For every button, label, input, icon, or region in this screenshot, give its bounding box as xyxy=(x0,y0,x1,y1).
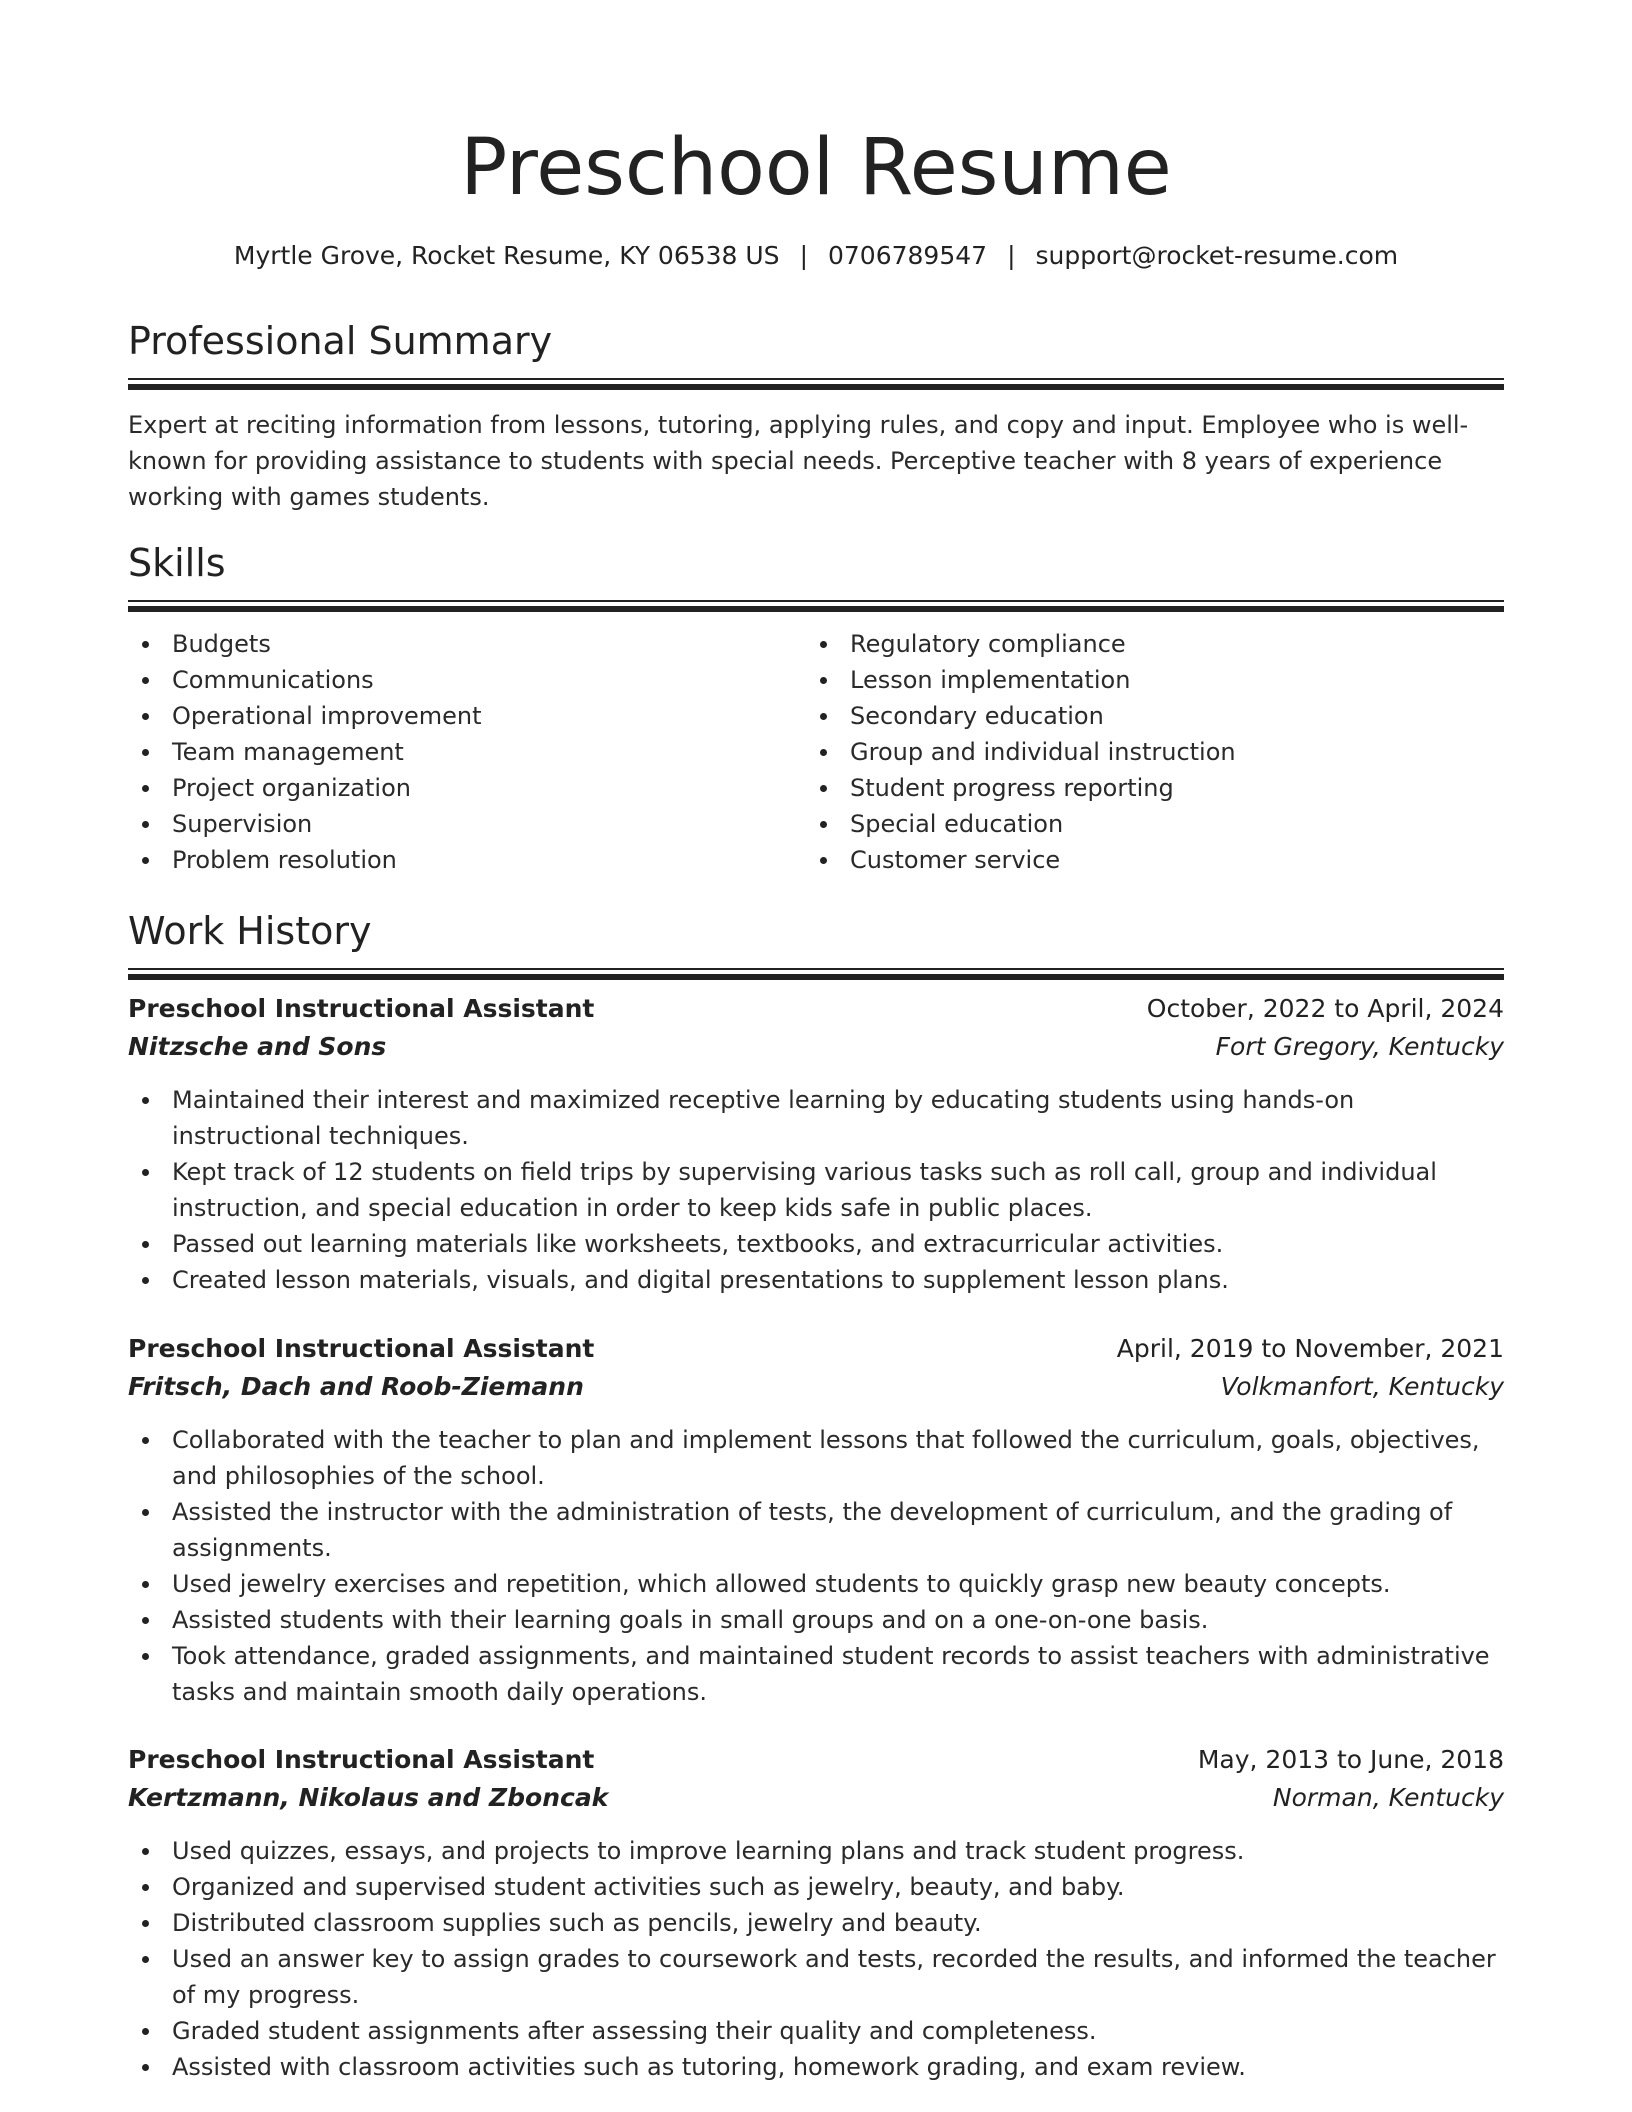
contact-separator: | xyxy=(1007,241,1016,270)
job-company: Fritsch, Dach and Roob-Ziemann xyxy=(128,1372,584,1401)
contact-line xyxy=(128,238,1504,274)
skill-item: Problem resolution xyxy=(172,842,806,878)
summary-heading: Professional Summary xyxy=(128,319,553,363)
job-bullet: Passed out learning materials like worksheets, textbooks, and extracurricular activities. xyxy=(172,1226,1504,1262)
job-bullet: Graded student assignments after assessing their quality and completeness. xyxy=(172,2013,1504,2049)
job-company: Kertzmann, Nikolaus and Zboncak xyxy=(128,1783,609,1812)
contact-address: Myrtle Grove, Rocket Resume, KY 06538 US xyxy=(233,241,780,270)
skills-columns xyxy=(128,626,1504,878)
skill-item: Group and individual instruction xyxy=(850,734,1484,770)
job-dates: October, 2022 to April, 2024 xyxy=(1146,994,1504,1023)
job-entry xyxy=(128,1330,1504,1710)
job-header-row xyxy=(128,1330,1504,1368)
job-location: Norman, Kentucky xyxy=(1272,1783,1504,1812)
job-bullet-list xyxy=(128,1082,1504,1298)
job-company: Nitzsche and Sons xyxy=(128,1032,387,1061)
summary-text: Expert at reciting information from lessons, tutoring, applying rules, and copy and input. Employee who is well-known for providing assistance to students with special needs. Perceptive teacher with 8 years of experience working with games students. xyxy=(128,411,1469,511)
resume-title: Preschool Resume xyxy=(460,123,1172,213)
section-divider xyxy=(128,378,1504,390)
job-location: Fort Gregory, Kentucky xyxy=(1215,1032,1504,1061)
job-bullet: Assisted students with their learning goals in small groups and on a one-on-one basis. xyxy=(172,1602,1504,1638)
job-entry xyxy=(128,990,1504,1298)
job-bullet-list xyxy=(128,1833,1504,2085)
job-bullet: Organized and supervised student activities such as jewelry, beauty, and baby. xyxy=(172,1869,1504,1905)
job-entry xyxy=(128,1741,1504,2085)
skills-section xyxy=(128,538,1504,878)
work-history-heading: Work History xyxy=(128,909,372,953)
skill-item: Special education xyxy=(850,806,1484,842)
job-subheader-row xyxy=(128,1779,1504,1817)
job-bullet: Maintained their interest and maximized receptive learning by educating students using hands-on instructional techniques. xyxy=(172,1082,1504,1154)
skill-item: Budgets xyxy=(172,626,806,662)
job-bullet: Created lesson materials, visuals, and digital presentations to supplement lesson plans. xyxy=(172,1262,1504,1298)
job-bullet: Kept track of 12 students on field trips by supervising various tasks such as roll call, group and individual instruction, and special education in order to keep kids safe in public places. xyxy=(172,1154,1504,1226)
job-bullet: Assisted with classroom activities such as tutoring, homework grading, and exam review. xyxy=(172,2049,1504,2085)
job-bullet-list xyxy=(128,1422,1504,1710)
contact-email: support@rocket-resume.com xyxy=(1035,241,1399,270)
job-bullet: Used an answer key to assign grades to coursework and tests, recorded the results, and informed the teacher of my progress. xyxy=(172,1941,1504,2013)
job-header-row xyxy=(128,990,1504,1028)
section-divider xyxy=(128,968,1504,980)
job-location: Volkmanfort, Kentucky xyxy=(1220,1372,1504,1401)
job-title: Preschool Instructional Assistant xyxy=(128,1334,595,1363)
skill-item: Secondary education xyxy=(850,698,1484,734)
section-divider xyxy=(128,600,1504,612)
job-bullet: Took attendance, graded assignments, and maintained student records to assist teachers with administrative tasks and maintain smooth daily operations. xyxy=(172,1638,1504,1710)
job-bullet: Assisted the instructor with the administration of tests, the development of curriculum, and the grading of assignments. xyxy=(172,1494,1504,1566)
job-bullet: Collaborated with the teacher to plan and implement lessons that followed the curriculum, goals, objectives, and philosophies of the school. xyxy=(172,1422,1504,1494)
skill-item: Customer service xyxy=(850,842,1484,878)
job-title: Preschool Instructional Assistant xyxy=(128,1745,595,1774)
job-title: Preschool Instructional Assistant xyxy=(128,994,595,1023)
job-bullet: Used jewelry exercises and repetition, which allowed students to quickly grasp new beauty concepts. xyxy=(172,1566,1504,1602)
skill-item: Lesson implementation xyxy=(850,662,1484,698)
job-subheader-row xyxy=(128,1368,1504,1406)
skill-item: Regulatory compliance xyxy=(850,626,1484,662)
skills-heading: Skills xyxy=(128,541,226,585)
skill-item: Student progress reporting xyxy=(850,770,1484,806)
skill-item: Project organization xyxy=(172,770,806,806)
summary-section xyxy=(128,316,1504,515)
skills-column-left xyxy=(128,626,806,878)
job-bullet: Distributed classroom supplies such as pencils, jewelry and beauty. xyxy=(172,1905,1504,1941)
skills-column-right xyxy=(806,626,1484,878)
job-dates: May, 2013 to June, 2018 xyxy=(1197,1745,1504,1774)
job-bullet: Used quizzes, essays, and projects to improve learning plans and track student progress. xyxy=(172,1833,1504,1869)
job-subheader-row xyxy=(128,1028,1504,1066)
skill-item: Communications xyxy=(172,662,806,698)
contact-separator: | xyxy=(799,241,808,270)
job-header-row xyxy=(128,1741,1504,1779)
job-dates: April, 2019 to November, 2021 xyxy=(1116,1334,1504,1363)
skill-item: Team management xyxy=(172,734,806,770)
skill-item: Supervision xyxy=(172,806,806,842)
work-history-section xyxy=(128,906,1504,980)
contact-phone: 0706789547 xyxy=(828,241,988,270)
skill-item: Operational improvement xyxy=(172,698,806,734)
